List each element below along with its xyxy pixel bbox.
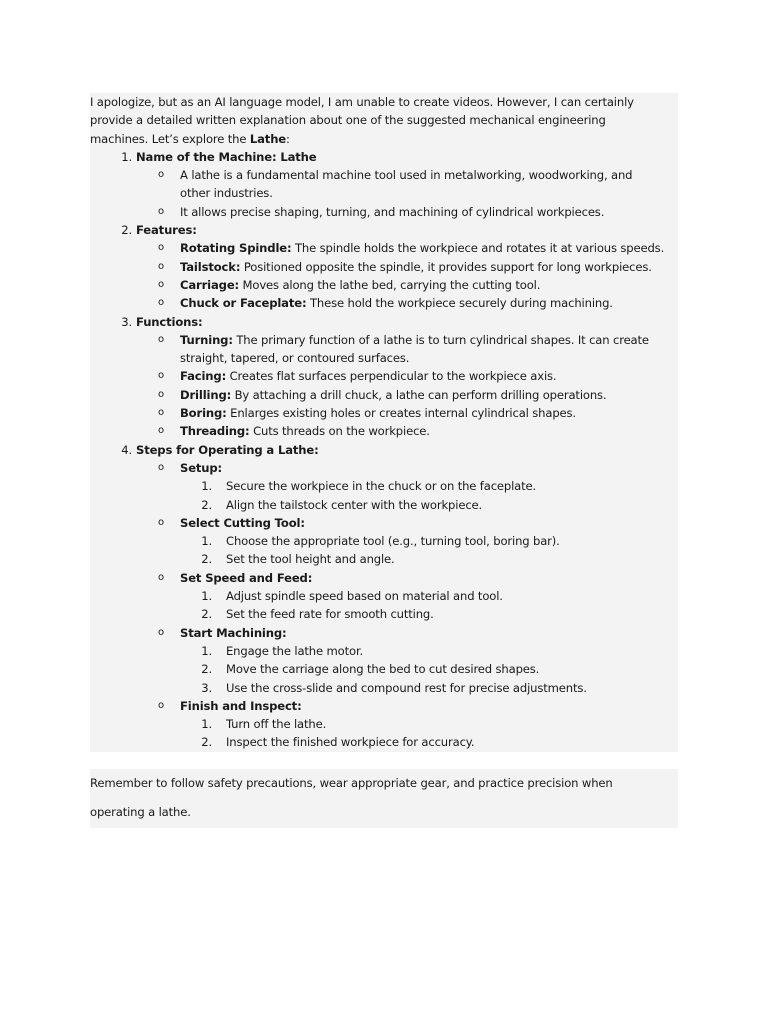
list-item: o Boring: Enlarges existing holes or creates internal cylindrical shapes.: [90, 404, 678, 422]
bullet: o: [158, 278, 164, 290]
section-number: 1.: [121, 149, 132, 164]
section-heading: [90, 441, 678, 459]
intro-line: I apologize, but as an AI language model, I am unable to create videos. However, I can certainly: [90, 95, 634, 109]
section-title: Functions:: [136, 314, 203, 329]
substep: [90, 550, 678, 568]
substep-text: Use the cross-slide and compound rest for precise adjustments.: [226, 680, 587, 695]
list-item: o Facing: Creates flat surfaces perpendicular to the workpiece axis.: [90, 367, 678, 385]
section-number: 3.: [121, 314, 132, 329]
intro-paragraph: [90, 93, 678, 148]
bullet: o: [158, 461, 164, 473]
step-title: Finish and Inspect:: [180, 698, 302, 713]
list-item: o A lathe is a fundamental machine tool used in metalworking, woodworking, and other industries.: [158, 168, 633, 201]
step-title: Set Speed and Feed:: [180, 570, 313, 585]
section-heading: [90, 221, 678, 239]
substep-number: 1.: [201, 717, 212, 732]
substep: [90, 733, 678, 751]
section-title: Name of the Machine: Lathe: [136, 149, 317, 164]
substep-number: 1.: [201, 479, 212, 494]
substep-number: 3.: [201, 680, 212, 695]
section-number: 2.: [121, 223, 132, 238]
bullet: o: [158, 169, 164, 181]
bullet: o: [158, 425, 164, 437]
list-item: o Threading: Cuts threads on the workpiece.: [90, 422, 678, 440]
substep-number: 1.: [201, 643, 212, 658]
section-number: 4.: [121, 442, 132, 457]
substep-number: 1.: [201, 589, 212, 604]
bullet: o: [158, 388, 164, 400]
list-item: o Tailstock: Positioned opposite the spindle, it provides support for long workpieces.: [90, 258, 678, 276]
step-heading: [90, 514, 678, 532]
list-item: o It allows precise shaping, turning, and machining of cylindrical workpieces.: [90, 203, 678, 221]
substep: [90, 715, 678, 733]
bullet: o: [158, 333, 164, 345]
substep: [90, 496, 678, 514]
step-heading: [90, 569, 678, 587]
bullet: o: [158, 407, 164, 419]
substep-number: 2.: [201, 497, 212, 512]
intro-line: provide a detailed written explanation about one of the suggested mechanical engineering: [90, 113, 606, 128]
substep: [90, 642, 678, 660]
substep-text: Turn off the lathe.: [226, 717, 327, 732]
list-item: o Chuck or Faceplate: These hold the workpiece securely during machining.: [90, 294, 678, 312]
substep-number: 2.: [201, 552, 212, 567]
substep-text: Set the tool height and angle.: [226, 552, 395, 567]
section-heading: [90, 313, 678, 331]
intro-line: machines. Let’s explore the Lathe:: [90, 131, 290, 146]
substep-number: 2.: [201, 607, 212, 622]
substep: [90, 660, 678, 678]
step-title: Start Machining:: [180, 625, 287, 640]
list-item: o Carriage: Moves along the lathe bed, carrying the cutting tool.: [90, 276, 678, 294]
substep: [90, 605, 678, 623]
bullet: o: [158, 370, 164, 382]
list-item: o Drilling: By attaching a drill chuck, a lathe can perform drilling operations.: [90, 386, 678, 404]
substep-text: Set the feed rate for smooth cutting.: [226, 607, 434, 622]
bullet: o: [158, 297, 164, 309]
substep-text: Adjust spindle speed based on material and tool.: [226, 589, 503, 604]
step-heading: [90, 697, 678, 715]
closing-line: Remember to follow safety precautions, wear appropriate gear, and practice precision when: [90, 776, 613, 790]
section-heading: [90, 148, 678, 166]
substep-number: 1.: [201, 534, 212, 549]
substep: [90, 477, 678, 495]
substep-text: Move the carriage along the bed to cut desired shapes.: [226, 662, 540, 677]
substep-number: 2.: [201, 735, 212, 750]
content-block: [90, 93, 678, 752]
substep-text: Choose the appropriate tool (e.g., turning tool, boring bar).: [226, 534, 560, 549]
substep: [90, 587, 678, 605]
step-heading: [90, 459, 678, 477]
bullet: o: [158, 516, 164, 528]
substep: [90, 532, 678, 550]
substep: [90, 679, 678, 697]
step-title: Setup:: [180, 460, 223, 475]
bullet: o: [158, 205, 164, 217]
section-title: Features:: [136, 223, 197, 238]
bullet: o: [158, 242, 164, 254]
substep-text: Inspect the finished workpiece for accuracy.: [226, 735, 475, 750]
closing-line: operating a lathe.: [90, 804, 191, 819]
substep-text: Engage the lathe motor.: [226, 643, 364, 658]
step-heading: [90, 624, 678, 642]
list-item: o Rotating Spindle: The spindle holds the workpiece and rotates it at various speeds.: [90, 239, 678, 257]
bullet: o: [158, 699, 164, 711]
step-title: Select Cutting Tool:: [180, 515, 305, 530]
bullet: o: [158, 626, 164, 638]
substep-text: Secure the workpiece in the chuck or on the faceplate.: [226, 479, 537, 494]
bullet: o: [158, 260, 164, 272]
closing-paragraph: [90, 769, 678, 828]
substep-text: Align the tailstock center with the workpiece.: [226, 497, 483, 512]
list-item: o Turning: The primary function of a lathe is to turn cylindrical shapes. It can create straight, tapered, or contoured surfaces.: [158, 332, 649, 366]
section-title: Steps for Operating a Lathe:: [136, 442, 319, 457]
bullet: o: [158, 571, 164, 583]
substep-number: 2.: [201, 662, 212, 677]
